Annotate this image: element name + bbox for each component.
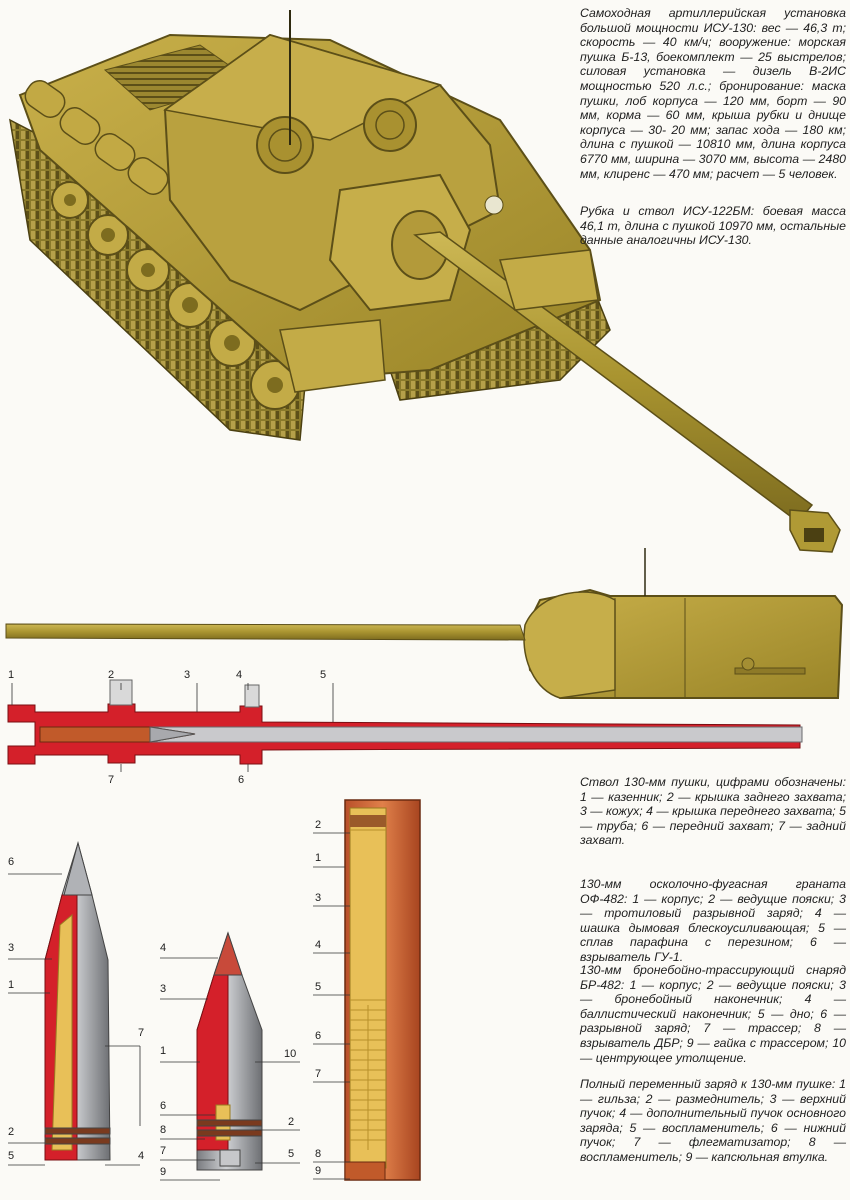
barrel-label-3: 3 [184, 669, 191, 681]
caption-charge-text: Полный переменный заряд к 130-мм пушке: 1 — гильза; 2 — размеднитель; 3 — верхний пучок; 4 — дополнительный пучок основного заряда; 5 — воспламенитель; 6 — нижний пучок; 7 — флегматизатор; 8 — воспламенитель; 9 — капсюльная втулка. [580, 1077, 846, 1164]
charge-label-4: 4 [315, 939, 322, 951]
barrel-label-5: 5 [320, 669, 327, 681]
caption-ap-shell-text: 130-мм бронебойно-трассирующий снаряд БР-482: 1 — корпус; 2 — ведущие пояски; 3 — бронебойный наконечник; 4 — баллистический наконечник; 5 — дно; 6 — разрывной заряд; 7 — трассер; 8 — взрыватель ДБР; 9 — гайка с трассером; 10 — центрующее утолщение. [580, 963, 846, 1065]
caption-ap-shell [580, 963, 846, 1065]
ap-label-5: 5 [288, 1148, 295, 1160]
caption-isu122bm-text: Рубка и ствол ИСУ-122БМ: боевая масса 46,1 т, длина с пушкой 10970 мм, остальные данные аналогичны ИСУ-130. [580, 204, 846, 248]
barrel-label-7: 7 [108, 774, 115, 786]
charge-label-7: 7 [315, 1068, 322, 1080]
ap-label-8: 8 [160, 1124, 167, 1136]
caption-barrel-text: Ствол 130-мм пушки, цифрами обозначены: 1 — казенник; 2 — крышка заднего захвата; 3 — кожух; 4 — крышка переднего захвата; 5 — труба; 6 — передний захват; 7 — задний захват. [580, 775, 846, 848]
caption-isu130-specs-text: Самоходная артиллерийская установка большой мощности ИСУ-130: вес — 46,3 т; скорость — 40 км/ч; вооружение: морская пушка Б-13, боекомплект — 25 выстрелов; силовая установка — дизель В-2ИС мощностью 520 л.с.; бронирование: маска пушки, лоб корпуса — 120 мм, борт — 90 мм, корма — 60 мм, крыша рубки и днище корпуса — 30- 20 мм; запас хода — 180 км; длина с пушкой — 10810 мм, длина корпуса 6770 мм, ширина — 3070 мм, высота — 2480 мм, клиренс — 470 мм; расчет — 5 человек. [580, 6, 846, 181]
charge-label-2: 2 [315, 819, 322, 831]
caption-charge [580, 1077, 846, 1165]
barrel-label-6: 6 [238, 774, 245, 786]
charge-label-5: 5 [315, 981, 322, 993]
he-label-5: 5 [8, 1150, 15, 1162]
isu122bm-side-view [6, 548, 842, 698]
charge-label-8: 8 [315, 1148, 322, 1160]
caption-he-shell-text: 130-мм осколочно-фугасная граната ОФ-482: 1 — корпус; 2 — ведущие пояски; 3 — тротиловый разрывной заряд; 4 — шашка дымовая блескоусиливающая; 5 — сплав парафина с перезином; 6 — взрыватель ГУ-1. [580, 877, 846, 964]
barrel-label-1: 1 [8, 669, 15, 681]
ap-label-1: 1 [160, 1045, 167, 1057]
he-shell-drawing [8, 843, 140, 1165]
charge-label-1: 1 [315, 852, 322, 864]
he-label-7: 7 [138, 1027, 145, 1039]
ap-shell-drawing [160, 933, 300, 1180]
ap-label-6: 6 [160, 1100, 167, 1112]
charge-drawing [313, 800, 420, 1180]
barrel-label-4: 4 [236, 669, 243, 681]
barrel-label-2: 2 [108, 669, 115, 681]
charge-label-3: 3 [315, 892, 322, 904]
caption-barrel [580, 775, 846, 848]
caption-isu130-specs [580, 6, 846, 181]
he-label-3: 3 [8, 942, 15, 954]
he-label-2: 2 [8, 1126, 15, 1138]
ap-label-10: 10 [284, 1048, 297, 1060]
ap-label-4: 4 [160, 942, 167, 954]
he-label-6: 6 [8, 856, 15, 868]
ap-label-7: 7 [160, 1145, 167, 1157]
ap-label-9: 9 [160, 1166, 167, 1178]
ap-label-2: 2 [288, 1116, 295, 1128]
caption-he-shell [580, 877, 846, 965]
caption-isu122bm [580, 204, 846, 248]
charge-label-9: 9 [315, 1165, 322, 1177]
he-label-4: 4 [138, 1150, 145, 1162]
ap-label-3: 3 [160, 983, 167, 995]
charge-label-6: 6 [315, 1030, 322, 1042]
he-label-1: 1 [8, 979, 15, 991]
